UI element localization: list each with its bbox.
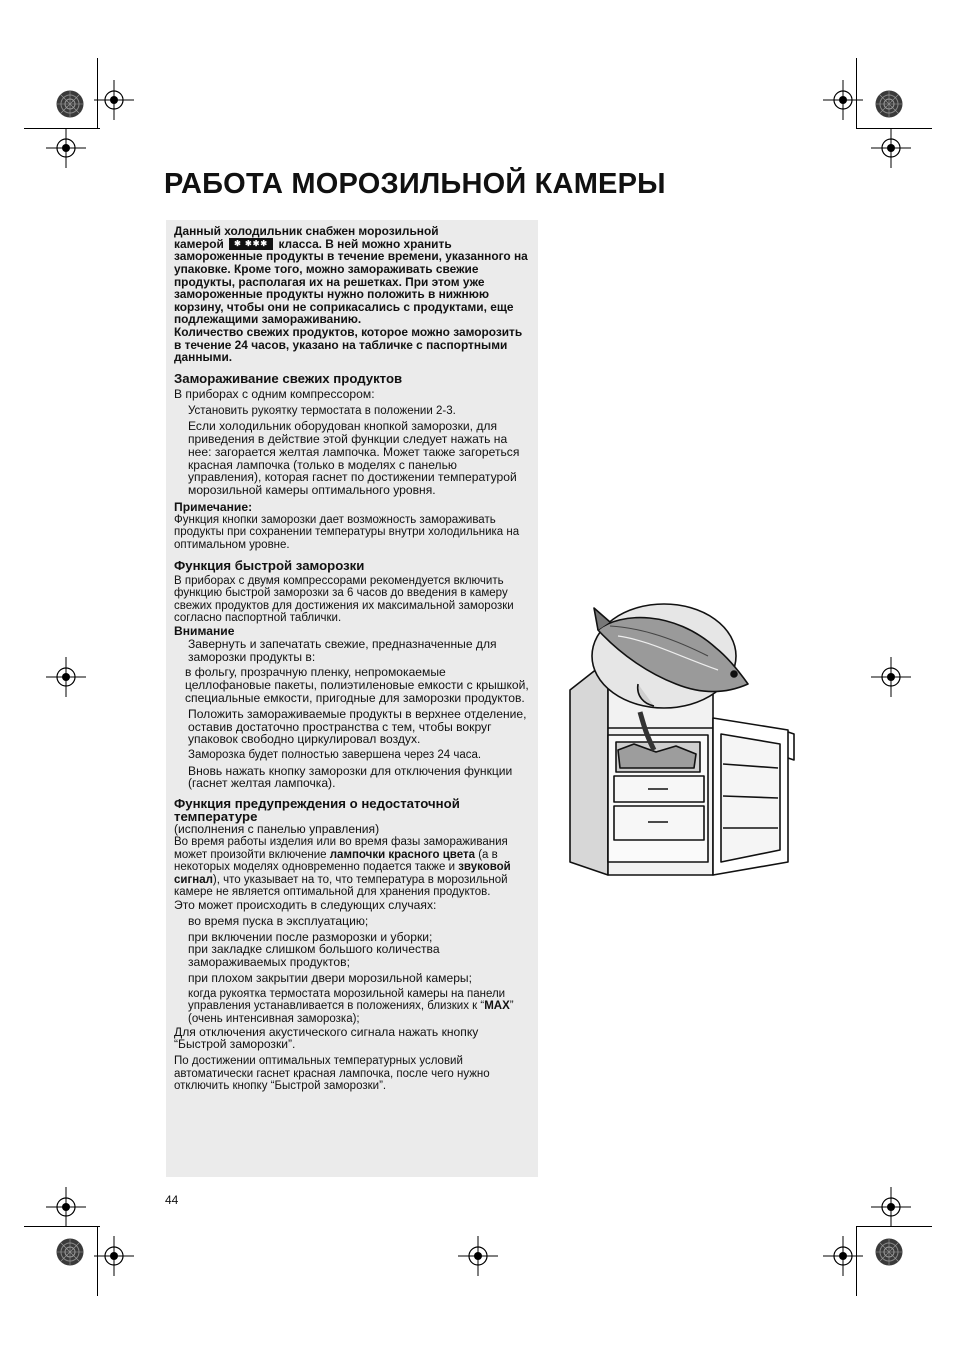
list-item: при закладке слишком большого количества замораживаемых продуктов; (188, 942, 440, 970)
color-rosette-icon (56, 1238, 84, 1266)
warning-text-bold: лампочки красного цвета (329, 848, 475, 861)
registration-mark-icon (871, 657, 911, 697)
registration-mark-icon (871, 1187, 911, 1227)
registration-mark-icon (46, 128, 86, 168)
list-item: Если холодильник оборудован кнопкой заморозки, для приведения в действие этой функции следует нажать на нее: загорается желтая лампочка. Может также загореться красная лампочка (только в моделях с панелью управления), которая гаснет по достижении температурой морозильной камеры оптимального уровня. (188, 419, 520, 498)
list-item: Заморозка будет полностью завершена через 24 часа. (188, 749, 482, 762)
intro-capacity-paragraph: Количество свежих продуктов, которое можно заморозить в течение 24 часов, указано на табличке с паспортными данными. (174, 325, 523, 365)
intro-text: замороженные продукты в течение времени, указанного на упаковке. Кроме того, можно замораживать свежие продукты, располагая их на решетках. При этом уже замороженные продукты нужно положить в нижнюю корзину, чтобы они не соприкасались с продуктами, еще подлежащими замораживанию. (174, 249, 528, 327)
list-item: при плохом закрытии двери морозильной камеры; (188, 971, 472, 986)
section-heading-quick-freeze: Функция быстрой заморозки (174, 557, 365, 573)
section-heading-temperature-warning: Функция предупреждения о недостаточной температуре (174, 796, 460, 825)
cases-intro: Это может происходить в следующих случаях: (174, 898, 437, 913)
registration-mark-icon (823, 80, 863, 120)
list-item-text: когда рукоятка термостата морозильной камеры на панели управления устанавливается в положениях, близких к “ (188, 987, 506, 1013)
list-item (174, 988, 530, 1026)
registration-mark-icon (46, 657, 86, 697)
warning-subtitle: (исполнения с панелью управления) (174, 822, 380, 837)
list-item: во время пуска в эксплуатацию; (188, 913, 369, 928)
page-title: РАБОТА МОРОЗИЛЬНОЙ КАМЕРЫ (164, 168, 666, 200)
color-rosette-icon (56, 90, 84, 118)
sound-off-text: Для отключения акустического сигнала нажать кнопку “Быстрой заморозки”. (174, 1024, 479, 1052)
list-item: при включении после разморозки и уборки; (188, 929, 433, 944)
list-item: Положить замораживаемые продукты в верхнее отделение, оставив достаточно пространства с тем, чтобы вокруг упаковок свободно циркулировал воздух. (188, 706, 527, 747)
freezer-star-rating-icon: ✱ ✱✱✱ (229, 238, 273, 250)
note-heading: Примечание: (174, 499, 253, 514)
final-text: По достижении оптимальных температурных условий автоматически гаснет красная лампочка, после чего нужно отключить кнопку “Быстрой заморозки”. (174, 1055, 490, 1093)
warning-text (174, 836, 530, 899)
attention-heading: Внимание (174, 623, 235, 638)
warning-text-bold: звуковой сигнал (174, 861, 511, 886)
color-rosette-icon (875, 90, 903, 118)
list-item: Завернуть и запечатать свежие, предназначенные для заморозки продукты в: (188, 636, 497, 664)
color-rosette-icon (875, 1238, 903, 1266)
fridge-illustration (548, 600, 800, 880)
list-item-text: ” (очень интенсивная заморозка); (188, 1000, 514, 1026)
registration-mark-icon (94, 1236, 134, 1276)
registration-mark-icon (458, 1236, 498, 1276)
intro-paragraph (174, 225, 530, 326)
section-heading-freezing: Замораживание свежих продуктов (174, 370, 403, 386)
warning-text-part: ), что указывает на то, что температура в морозильной камере не является оптимальной для хранения продуктов. (174, 873, 508, 899)
intro-text: Данный холодильник снабжен морозильной (174, 224, 439, 238)
freezing-subtitle: В приборах с одним компрессором: (174, 386, 375, 401)
list-item: Установить рукоятку термостата в положении 2-3. (188, 404, 456, 417)
intro-text: камерой (174, 236, 224, 251)
list-item-bold: MAX (484, 1000, 510, 1013)
page-number: 44 (165, 1193, 179, 1207)
intro-text: класса. В ней можно хранить (278, 236, 452, 251)
registration-mark-icon (823, 1236, 863, 1276)
list-item: в фольгу, прозрачную пленку, непромокаемые целлофановые пакеты, полиэтиленовые емкости с крышкой, специальные емкости, пригодные для заморозки продуктов. (185, 665, 529, 705)
warning-text-part: Во время работы изделия или во время фазы замораживания может произойти включение (174, 836, 508, 861)
warning-text-part: (а в некоторых моделях одновременно подается также и (174, 848, 498, 874)
registration-mark-icon (46, 1187, 86, 1227)
list-item: Вновь нажать кнопку заморозки для отключения функции (гаснет желтая лампочка). (188, 763, 513, 791)
text-panel (166, 220, 538, 1177)
registration-mark-icon (94, 80, 134, 120)
note-text: Функция кнопки заморозки дает возможность замораживать продукты при сохранении температуры внутри холодильника на оптимальном уровне. (174, 513, 520, 551)
registration-mark-icon (871, 128, 911, 168)
quick-freeze-text: В приборах с двумя компрессорами рекомендуется включить функцию быстрой заморозки за 6 часов до введения в камеру свежих продуктов для достижения их максимальной заморозки согласно паспортной таблички. (174, 574, 514, 625)
